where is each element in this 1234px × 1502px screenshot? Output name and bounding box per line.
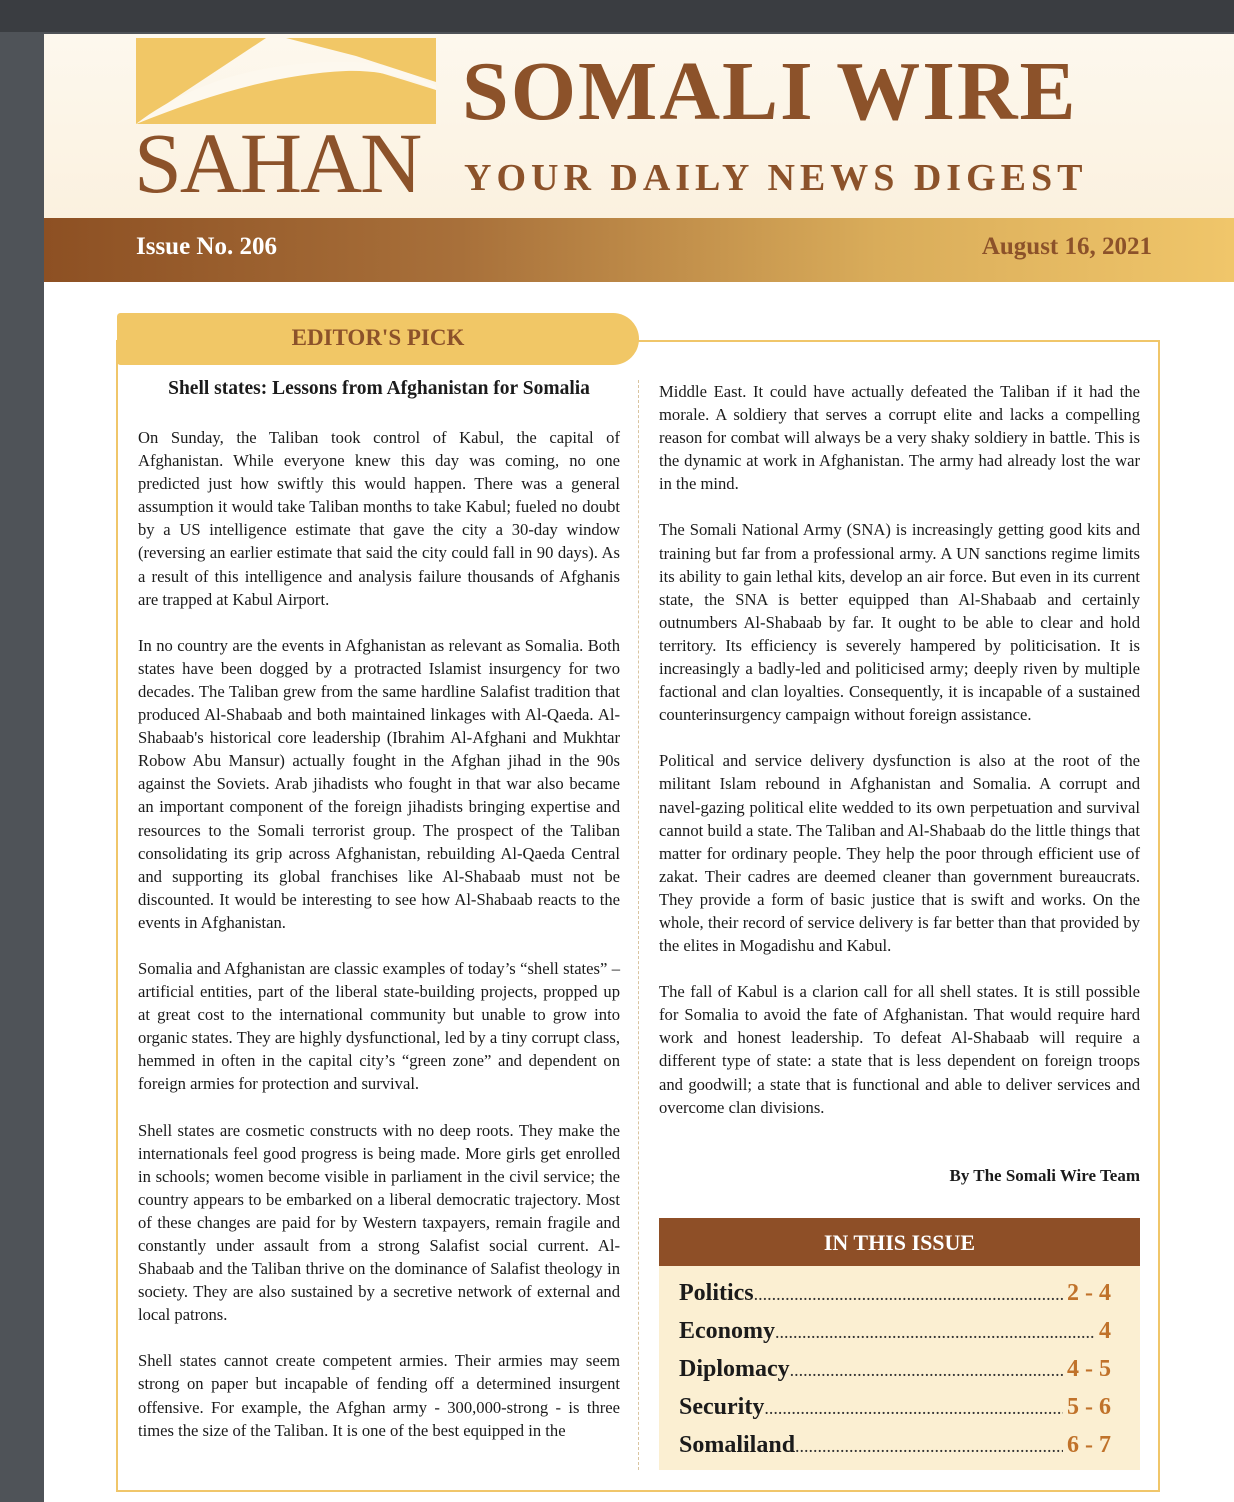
toc-item-label: Diplomacy [679,1356,790,1382]
in-this-issue-title: IN THIS ISSUE [823,1230,976,1255]
masthead [44,34,1234,218]
editors-pick-tab [117,313,639,365]
toc-item-pages: 2 - 4 [1067,1280,1111,1306]
article-paragraph: On Sunday, the Taliban took control of Kabul, the capital of Afghanistan. While everyone knew this day was coming, no one predicted just how swiftly this would happen. There was a general assumption it would take Taliban months to take Kabul; fueled no doubt by a US intelligence estimate that gave the city a 30-day window (reversing an earlier estimate that said the city could fall in 90 days). As a result of this intelligence and analysis failure thousands of Afghanis are trapped at Kabul Airport. [138,428,620,609]
in-this-issue-header [659,1218,1140,1266]
in-this-issue-list [659,1266,1140,1470]
article-headline: Shell states: Lessons from Afghanistan for Somalia [168,378,590,399]
toc-item-pages: 5 - 6 [1067,1394,1111,1420]
toc-item-somaliland[interactable] [679,1432,1111,1459]
article-byline: By The Somali Wire Team [949,1166,1140,1185]
toc-leader-dots [775,1322,1095,1343]
article-paragraph: Shell states are cosmetic constructs with no deep roots. They make the internationals feel good progress is being made. More girls get enrolled in schools; women become visible in parliament in the civil service; the country appears to be embarked on a liberal democratic trajectory. Most of these changes are paid for by Western taxpayers, remain fragile and constantly under assault from a strong Salafist social current. Al-Shabaab and the Taliban thrive on the dominance of Salafist theology in society. They are also sustained by a secretive network of external and local patrons. [138,1120,620,1325]
article-paragraph: Shell states cannot create competent armies. Their armies may seem strong on paper but incapable of fending off a determined insurgent offensive. For example, the Afghan army - 300,000-strong - is three times the size of the Taliban. It is one of the best equipped in the [138,1351,620,1440]
article-paragraph: Somalia and Afghanistan are classic examples of today’s “shell states” – artificial entities, part of the liberal state-building projects, propped up at great cost to the international community but unable to grow into organic states. They are highly dysfunctional, led by a tiny corrupt class, hemmed in often in the capital city’s “green zone” and dependent on foreign armies for protection and survival. [138,958,620,1094]
toc-leader-dots [754,1284,1063,1305]
toc-item-label: Somaliland [679,1432,796,1458]
article-paragraph: The fall of Kabul is a clarion call for all shell states. It is still possible for Somalia to avoid the fate of Afghanistan. That would require hard work and honest leadership. To defeat Al-Shabaab will require a different type of state: a state that is less dependent on foreign troops and goodwill; a state that is functional and able to deliver services and overcome clan divisions. [659,982,1140,1117]
newsletter-title: SOMALI WIRE [462,45,1078,138]
toc-item-politics[interactable] [679,1280,1111,1307]
newsletter-subtitle: YOUR DAILY NEWS DIGEST [464,157,1088,199]
toc-item-pages: 4 [1099,1318,1111,1344]
issue-date: August 16, 2021 [981,233,1152,260]
column-divider [638,380,639,1470]
article-paragraph: Middle East. It could have actually defeated the Taliban if it had the morale. A soldiery that serves a corrupt elite and lacks a compelling reason for combat will always be a very shaky soldiery in battle. This is the dynamic at work in Afghanistan. The army had already lost the war in the mind. [659,382,1140,494]
article-left-column [138,426,620,1465]
sahan-logo-text: SAHAN [134,115,421,211]
editors-pick-label: EDITOR'S PICK [291,325,465,350]
toc-item-label: Economy [679,1318,775,1344]
newsletter-page [44,34,1234,1502]
article-paragraph: Political and service delivery dysfunction is also at the root of the militant Islam rebound in Afghanistan and Somalia. A corrupt and navel-gazing political elite wedded to its own perpetuation and survival cannot build a state. The Taliban and Al-Shabaab do the little things that matter for ordinary people. They help the poor through efficient use of zakat. Their cadres are deemed cleaner than government bureaucrats. They provide a form of basic justice that is swift and works. On the whole, their record of service delivery is far better than that provided by the elites in Mogadishu and Kabul. [659,751,1140,956]
toc-leader-dots [764,1398,1063,1419]
toc-item-label: Security [679,1394,765,1420]
toc-item-economy[interactable] [679,1318,1111,1345]
toc-leader-dots [790,1360,1063,1381]
article-right-column [659,380,1140,1142]
toc-item-pages: 4 - 5 [1067,1356,1111,1382]
viewer-top-bar [0,0,1234,32]
toc-leader-dots [795,1436,1063,1457]
toc-item-diplomacy[interactable] [679,1356,1111,1383]
toc-item-security[interactable] [679,1394,1111,1421]
sahan-logo-icon [136,38,436,124]
toc-item-pages: 6 - 7 [1067,1432,1111,1458]
article-paragraph: In no country are the events in Afghanistan as relevant as Somalia. Both states have been dogged by a protracted Islamist insurgency for two decades. The Taliban grew from the same hardline Salafist tradition that produced Al-Shabaab and both maintained linkages with Al-Qaeda. Al-Shabaab's historical core leadership (Ibrahim Al-Afghani and Mukhtar Robow Abu Mansur) actually fought in the Afghan jihad in the 90s against the Soviets. Arab jihadists who fought in that war also became an important component of the foreign jihadists bringing expertise and resources to the Somali terrorist group. The prospect of the Taliban consolidating its grip across Afghanistan, rebuilding Al-Qaeda Central and supporting its global franchises like Al-Shabaab must not be discounted. It would be interesting to see how Al-Shabaab reacts to the events in Afghanistan. [138,635,620,932]
issue-number: Issue No. 206 [136,233,277,260]
issue-bar [44,218,1234,282]
article-paragraph: The Somali National Army (SNA) is increasingly getting good kits and training but far from a professional army. A UN sanctions regime limits its ability to gain lethal kits, develop an air force. But even in its current state, the SNA is better equipped than Al-Shabaab and certainly outnumbers Al-Shabaab by far. It ought to be able to clear and hold territory. Its efficiency is severely hampered by politicisation. It is increasingly a badly-led and politicised army; deeply riven by multiple factional and clan loyalties. Consequently, it is incapable of a sustained counterinsurgency campaign without foreign assistance. [659,520,1140,725]
toc-item-label: Politics [679,1280,754,1306]
